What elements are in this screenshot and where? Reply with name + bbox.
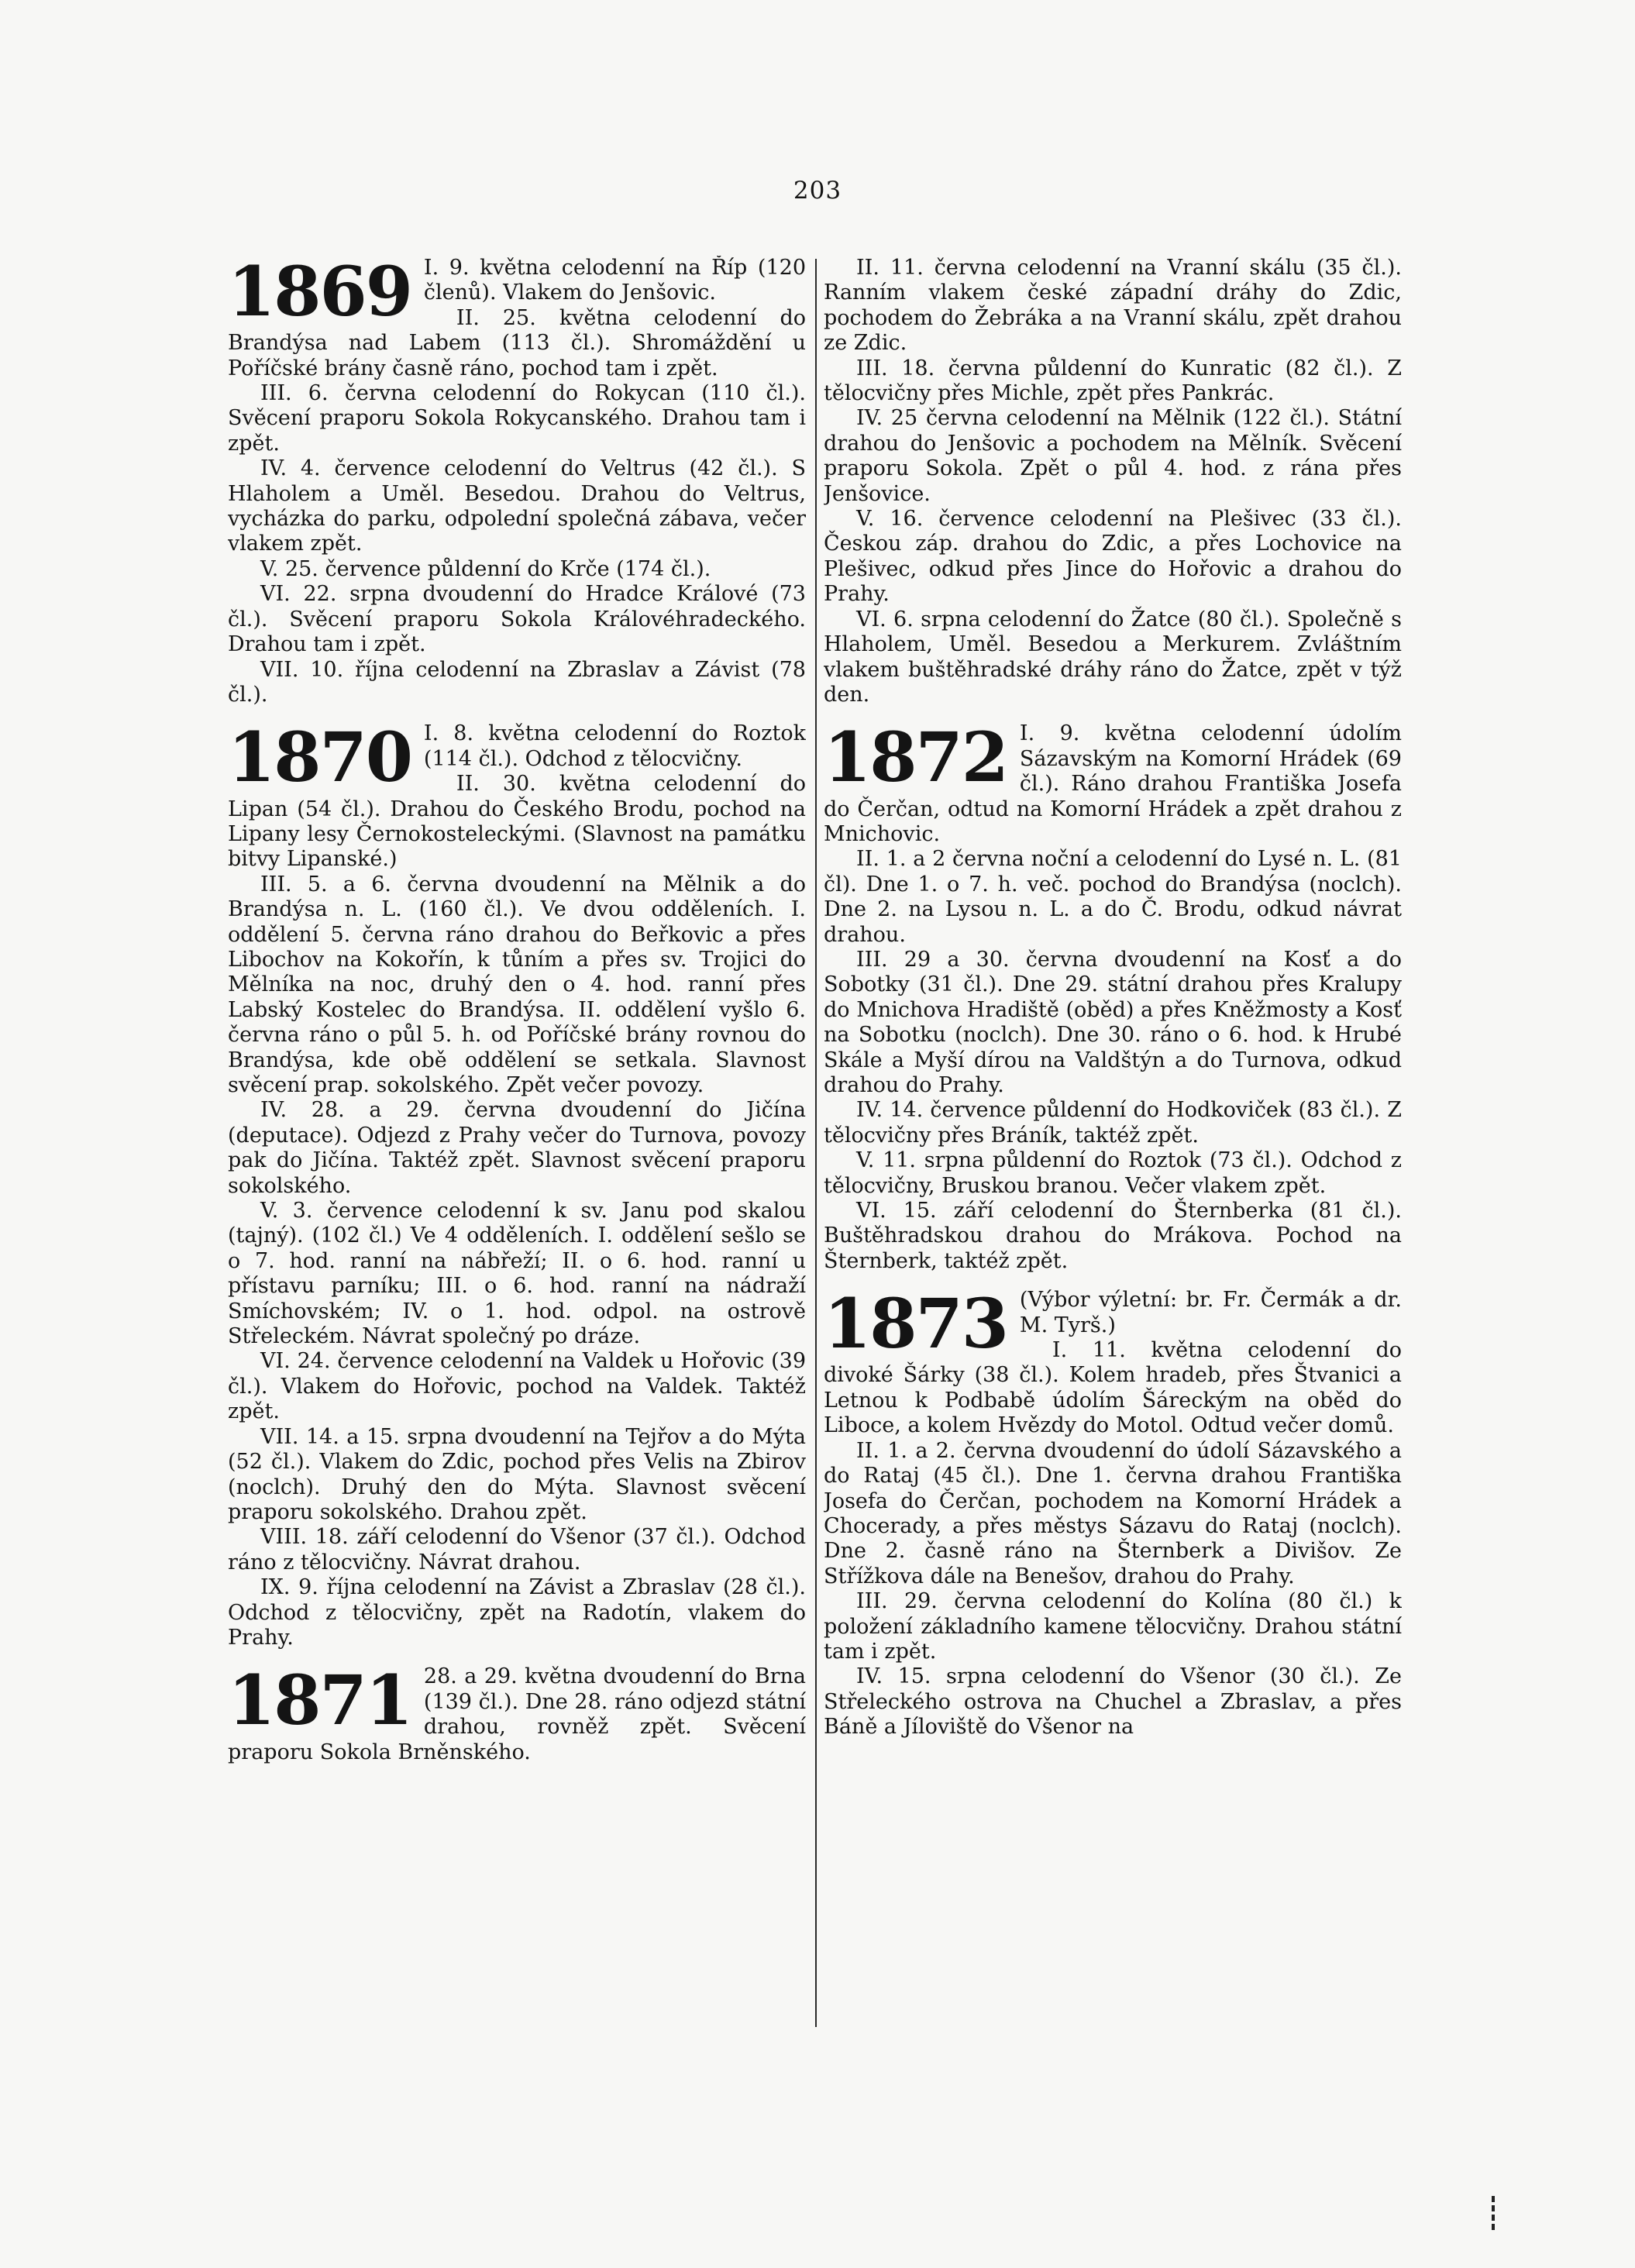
scan-mark (1492, 2224, 1495, 2230)
entry-1872-2: II. 1. a 2 června noční a celodenní do Lysé n. L. (81 čl). Dne 1. o 7. h. več. pochod do Brandýsa (noclch). Dne 2. na Lysou n. L. a do Č. Brodu, odkud návrat drahou. (824, 847, 1402, 947)
committee-note-1873: (Výbor výletní: br. Fr. Čermák a dr. M. Tyrš.) (1019, 1288, 1402, 1337)
entry-1872-4: IV. 14. července půldenní do Hodkoviček (83 čl.). Z tělocvičny přes Bráník, taktéž zpět. (824, 1098, 1402, 1148)
entry-1869-6: VI. 22. srpna dvoudenní do Hradce Králové (73 čl.). Svěcení praporu Sokola Královéhradeckého. Drahou tam i zpět. (228, 582, 806, 657)
scan-mark (1492, 2196, 1495, 2202)
entry-1871-6: VI. 6. srpna celodenní do Žatce (80 čl.). Společně s Hlaholem, Uměl. Besedou a Merkurem. Zvláštním vlakem buštěhradské dráhy ráno do Žatce, zpět v týž den. (824, 607, 1402, 707)
entry-1869-1: I. 9. května celodenní na Říp (120 členů). Vlakem do Jenšovic. (423, 256, 806, 305)
entry-1869-3: III. 6. června celodenní do Rokycan (110 čl.). Svěcení praporu Sokola Rokycanského. Drahou tam i zpět. (228, 381, 806, 456)
entry-1870-6: VI. 24. července celodenní na Valdek u Hořovic (39 čl.). Vlakem do Hořovic, pochod na Valdek. Taktéž zpět. (228, 1349, 806, 1424)
entry-1872-6: VI. 15. září celodenní do Šternberka (81 čl.). Buštěhradskou drahou do Mrákova. Pochod na Šternberk, taktéž zpět. (824, 1199, 1402, 1273)
section-1869 (228, 256, 806, 707)
entry-1870-8: VIII. 18. září celodenní do Všenor (37 čl.). Odchod ráno z tělocvičny. Návrat drahou. (228, 1525, 806, 1575)
entry-1870-4: IV. 28. a 29. června dvoudenní do Jičína (deputace). Odjezd z Prahy večer do Turnova, povozy pak do Jičína. Taktéž zpět. Slavnost svěcení praporu sokolského. (228, 1098, 806, 1198)
entry-1873-1: I. 11. května celodenní do divoké Šárky (38 čl.). Kolem hradeb, přes Štvanici a Letnou k Podbabě údolím Šáreckým na oběd do Liboce, a kolem Hvězdy do Motol. Odtud večer domů. (824, 1338, 1402, 1438)
scan-edge-marks (1489, 2193, 1497, 2239)
entry-1869-2: II. 25. května celodenní do Brandýsa nad Labem (113 čl.). Shromáždění u Poříčské brány časně ráno, pochod tam i zpět. (228, 305, 806, 380)
section-1873 (824, 1283, 1402, 1740)
scan-mark (1492, 2205, 1495, 2211)
entry-1869-7: VII. 10. října celodenní na Zbraslav a Závist (78 čl.). (228, 657, 806, 707)
entry-1871-2: II. 11. června celodenní na Vranní skálu (35 čl.). Ranním vlakem české západní dráhy do Zdic, pochodem do Žebráka a na Vranní skálu, zpět drahou ze Zdic. (824, 256, 1402, 356)
entry-1870-2: II. 30. května celodenní do Lipan (54 čl.). Drahou do Českého Brodu, pochod na Lipany lesy Černokosteleckými. (Slavnost na památku bitvy Lipanské.) (228, 772, 806, 872)
entry-1871-1: 28. a 29. května dvoudenní do Brna (139 čl.). Dne 28. ráno odjezd státní drahou, rovněž zpět. Svěcení praporu Sokola Brněnského. (228, 1664, 806, 1764)
section-1872 (824, 717, 1402, 1274)
right-column (824, 256, 1402, 2046)
year-heading-1873: 1873 (824, 1283, 1007, 1365)
column-divider (815, 259, 817, 2027)
section-1871 (228, 1660, 806, 1765)
entry-1873-3: III. 29. června celodenní do Kolína (80 čl.) k položení základního kamene tělocvičny. Drahou státní tam i zpět. (824, 1589, 1402, 1664)
year-heading-1870: 1870 (228, 717, 411, 798)
section-1870 (228, 717, 806, 1650)
entry-1870-9: IX. 9. října celodenní na Závist a Zbraslav (28 čl.). Odchod z tělocvičny, zpět na Radotín, vlakem do Prahy. (228, 1575, 806, 1650)
scan-mark (1492, 2215, 1495, 2221)
entry-1869-4: IV. 4. července celodenní do Veltrus (42 čl.). S Hlaholem a Uměl. Besedou. Drahou do Veltrus, vycházka do parku, odpolední společná zábava, večer vlakem zpět. (228, 456, 806, 556)
year-heading-1872: 1872 (824, 717, 1007, 798)
entry-1872-5: V. 11. srpna půldenní do Roztok (73 čl.). Odchod z tělocvičny, Bruskou branou. Večer vlakem zpět. (824, 1148, 1402, 1198)
entry-1872-1: I. 9. května celodenní údolím Sázavským na Komorní Hrádek (69 čl.). Ráno drahou Františka Josefa do Čerčan, odtud na Komorní Hrádek a zpět drahou z Mnichovic. (824, 721, 1402, 846)
left-column (228, 256, 806, 2038)
entry-1873-4: IV. 15. srpna celodenní do Všenor (30 čl.). Ze Střeleckého ostrova na Chuchel a Zbraslav, a přes Báně a Jíloviště do Všenor na (824, 1664, 1402, 1740)
entry-1870-7: VII. 14. a 15. srpna dvoudenní na Tejřov a do Mýta (52 čl.). Vlakem do Zdic, pochod přes Velis na Zbirov (noclch). Druhý den do Mýta. Slavnost svěcení praporu sokolského. Drahou zpět. (228, 1424, 806, 1524)
entry-1871-5: V. 16. července celodenní na Plešivec (33 čl.). Českou záp. drahou do Zdic, a přes Lochovice na Plešivec, odkud přes Jince do Hořovic a drahou do Prahy. (824, 507, 1402, 607)
entry-1872-3: III. 29 a 30. června dvoudenní na Kosť a do Sobotky (31 čl.). Dne 29. státní drahou přes Kralupy do Mnichova Hradiště (oběd) a přes Kněžmosty a Kosť na Sobotku (noclch). Dne 30. ráno o 6. hod. k Hrubé Skále a Myší dírou na Valdštýn a do Turnova, odkud drahou do Prahy. (824, 947, 1402, 1097)
entry-1873-2: II. 1. a 2. června dvoudenní do údolí Sázavského a do Rataj (45 čl.). Dne 1. června drahou Františka Josefa do Čerčan, pochodem na Komorní Hrádek a Chocerady, a přes městys Sázavu do Rataj (noclch). Dne 2. časně ráno na Šternberk a Divišov. Ze Střížkova dále na Benešov, drahou do Prahy. (824, 1438, 1402, 1588)
entry-1871-4: IV. 25 června celodenní na Mělnik (122 čl.). Státní drahou do Jenšovic a pochodem na Mělník. Svěcení praporu Sokola. Zpět o půl 4. hod. z rána přes Jenšovice. (824, 406, 1402, 506)
entry-1870-3: III. 5. a 6. června dvoudenní na Mělnik a do Brandýsa n. L. (160 čl.). Ve dvou odděleních. I. oddělení 5. června ráno drahou do Beřkovic a přes Libochov na Kokořín, k tůním a přes sv. Trojici do Mělníka na noc, druhý den o 4. hod. ranní přes Labský Kostelec do Brandýsa. II. oddělení vyšlo 6. června ráno o půl 5. h. od Poříčské brány rovnou do Brandýsa, kde obě oddělení se setkala. Slavnost svěcení prap. sokolského. Zpět večer povozy. (228, 872, 806, 1097)
year-heading-1871: 1871 (228, 1660, 411, 1741)
year-heading-1869: 1869 (228, 256, 411, 332)
entry-1871-3: III. 18. června půldenní do Kunratic (82 čl.). Z tělocvičny přes Michle, zpět přes Pankrác. (824, 356, 1402, 406)
section-1871-continued (824, 256, 1402, 707)
entry-1870-5: V. 3. července celodenní k sv. Janu pod skalou (tajný). (102 čl.) Ve 4 odděleních. I. oddělení sešlo se o 7. hod. ranní na nábřeží; II. o 6. hod. ranní u přístavu parníku; III. o 6. hod. ranní na nádraží Smíchovském; IV. o 1. hod. odpol. na ostrově Střeleckém. Návrat společný po dráze. (228, 1199, 806, 1349)
entry-1870-1: I. 8. května celodenní do Roztok (114 čl.). Odchod z tělocvičny. (423, 721, 806, 771)
entry-1869-5: V. 25. července půldenní do Krče (174 čl.). (260, 556, 711, 581)
page-number: 203 (793, 177, 842, 205)
